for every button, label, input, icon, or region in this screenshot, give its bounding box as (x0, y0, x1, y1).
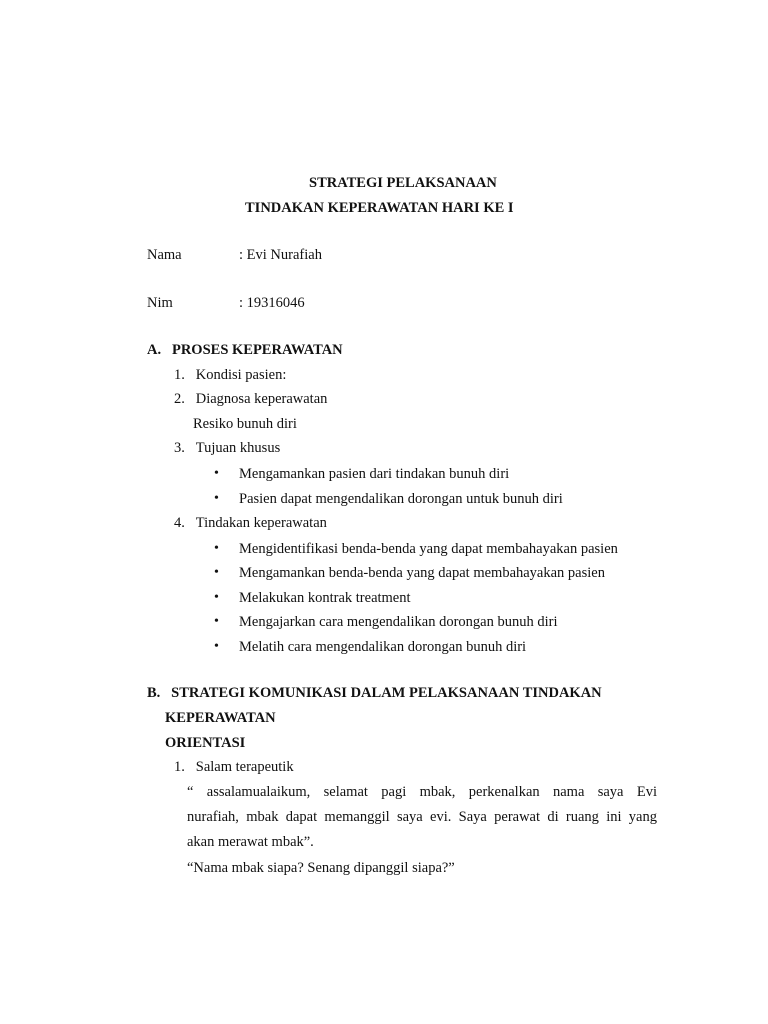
nim-label: Nim (147, 295, 173, 311)
bullet-text: Mengajarkan cara mengendalikan dorongan bunuh diri (239, 614, 558, 630)
quote-line: “ assalamualaikum, selamat pagi mbak, perkenalkan nama saya Evi (187, 784, 657, 800)
question-line: “Nama mbak siapa? Senang dipanggil siapa?” (187, 860, 455, 876)
bullet-text: Pasien dapat mengendalikan dorongan untuk bunuh diri (239, 491, 563, 507)
bullet-icon: • (214, 614, 219, 629)
bullet-icon: • (214, 639, 219, 654)
quote-line: akan merawat mbak”. (187, 834, 314, 850)
nim-value: : 19316046 (239, 295, 305, 311)
bullet-text: Mengamankan pasien dari tindakan bunuh diri (239, 466, 510, 482)
title-line-1: STRATEGI PELAKSANAAN (309, 175, 497, 191)
nama-value: : Evi Nurafiah (239, 247, 322, 263)
bullet-icon: • (214, 491, 219, 506)
bullet-text: Melakukan kontrak treatment (239, 590, 411, 606)
orientasi-subheading: ORIENTASI (165, 735, 246, 751)
bullet-text: Mengamankan benda-benda yang dapat membahayakan pasien (239, 565, 605, 581)
quote-line: nurafiah, mbak dapat memanggil saya evi. Saya perawat di ruang ini yang (187, 809, 657, 825)
list-item: 1. Salam terapeutik (174, 759, 294, 775)
bullet-icon: • (214, 565, 219, 580)
bullet-text: Melatih cara mengendalikan dorongan bunuh diri (239, 639, 527, 655)
bullet-icon: • (214, 541, 219, 556)
title-line-2: TINDAKAN KEPERAWATAN HARI KE I (245, 200, 514, 216)
section-a-heading: A. PROSES KEPERAWATAN (147, 342, 343, 358)
list-item: 4. Tindakan keperawatan (174, 515, 327, 531)
nama-label: Nama (147, 247, 182, 263)
list-item: 3. Tujuan khusus (174, 440, 281, 456)
bullet-icon: • (214, 590, 219, 605)
list-item: 2. Diagnosa keperawatan (174, 391, 328, 407)
section-b-heading-line-1: B. STRATEGI KOMUNIKASI DALAM PELAKSANAAN TINDAKAN (147, 685, 602, 701)
bullet-text: Mengidentifikasi benda-benda yang dapat membahayakan pasien (239, 541, 618, 557)
section-b-heading-line-2: KEPERAWATAN (165, 710, 276, 726)
bullet-icon: • (214, 466, 219, 481)
list-item-detail: Resiko bunuh diri (193, 416, 297, 432)
list-item: 1. Kondisi pasien: (174, 367, 287, 383)
